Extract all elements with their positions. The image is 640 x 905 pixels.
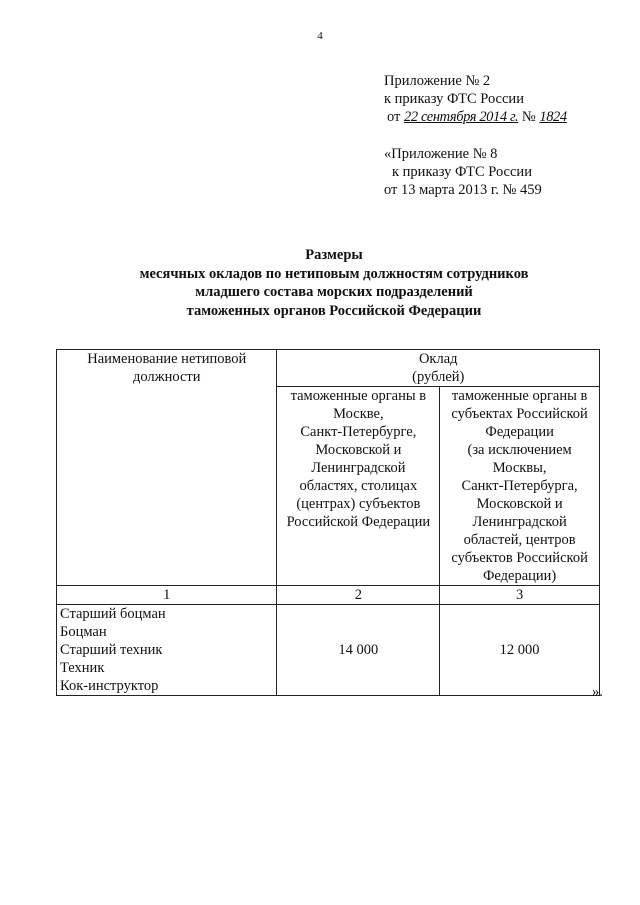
appendix-2-header xyxy=(384,72,567,126)
position-item: Кок-инструктор xyxy=(60,678,159,694)
header-moscow-region xyxy=(277,387,440,586)
appendix-8-line2: к приказу ФТС России xyxy=(392,164,532,180)
header-line: (за исключением xyxy=(467,442,572,458)
salary-table xyxy=(56,349,600,696)
column-number: 2 xyxy=(277,586,440,605)
closing-quote-mark: ». xyxy=(592,684,603,700)
position-item: Техник xyxy=(60,660,105,676)
salary-other-regions: 12 000 xyxy=(440,605,600,696)
header-line: Наименование нетиповой xyxy=(87,351,247,367)
header-line: таможенные органы в xyxy=(451,388,588,404)
appendix-2-number: 1824 xyxy=(539,109,567,125)
header-other-regions xyxy=(440,387,600,586)
header-line: Москве, xyxy=(333,406,384,422)
header-line: Оклад xyxy=(418,351,458,367)
appendix-2-date: 22 сентября 2014 г. xyxy=(404,109,519,125)
header-line: Российской Федерации xyxy=(286,514,431,530)
header-line: (рублей) xyxy=(412,369,465,385)
salary-moscow-region: 14 000 xyxy=(277,605,440,696)
position-item: Боцман xyxy=(60,624,107,640)
header-line: областях, столицах xyxy=(299,478,418,494)
title-line3: младшего состава морских подразделений xyxy=(195,284,473,300)
appendix-2-number-prefix: № xyxy=(521,109,536,125)
table-data-row xyxy=(57,605,600,696)
position-item: Старший боцман xyxy=(60,606,166,622)
title-line2: месячных окладов по нетиповым должностям сотрудников xyxy=(139,265,529,282)
table-header-row-1 xyxy=(57,350,600,387)
header-line: Московской и xyxy=(315,442,402,458)
header-line: (центрах) субъектов xyxy=(296,496,421,512)
page-number: 4 xyxy=(317,30,323,42)
appendix-2-line1: Приложение № 2 xyxy=(384,73,491,89)
document-title xyxy=(0,246,640,320)
appendix-8-line1: «Приложение № 8 xyxy=(384,146,498,162)
header-line: Москвы, xyxy=(492,460,547,476)
appendix-8-header xyxy=(384,145,542,199)
header-line: субъектах Российской xyxy=(451,406,588,422)
title-line4: таможенных органов Российской Федерации xyxy=(186,302,482,319)
appendix-2-date-line xyxy=(384,108,567,126)
column-number: 3 xyxy=(440,586,600,605)
header-line: должности xyxy=(132,369,201,385)
header-line: Санкт-Петербурга, xyxy=(461,478,578,494)
appendix-2-line2: к приказу ФТС России xyxy=(384,91,524,107)
column-number: 1 xyxy=(57,586,277,605)
positions-cell xyxy=(57,605,277,696)
title-line1: Размеры xyxy=(305,247,363,263)
header-position-name xyxy=(57,350,277,586)
column-number-row xyxy=(57,586,600,605)
header-line: субъектов Российской xyxy=(451,550,588,566)
header-line: таможенные органы в xyxy=(290,388,427,404)
header-line: Санкт-Петербурге, xyxy=(300,424,417,440)
header-line: Федерации) xyxy=(482,568,557,584)
header-line: Ленинградской xyxy=(472,514,567,530)
header-line: Московской и xyxy=(476,496,563,512)
position-item: Старший техник xyxy=(60,642,163,658)
header-line: Федерации xyxy=(485,424,554,440)
header-salary xyxy=(277,350,600,387)
appendix-2-date-prefix: от xyxy=(387,109,401,125)
appendix-8-line3: от 13 марта 2013 г. № 459 xyxy=(384,182,542,198)
header-line: Ленинградской xyxy=(311,460,406,476)
header-line: областей, центров xyxy=(463,532,576,548)
